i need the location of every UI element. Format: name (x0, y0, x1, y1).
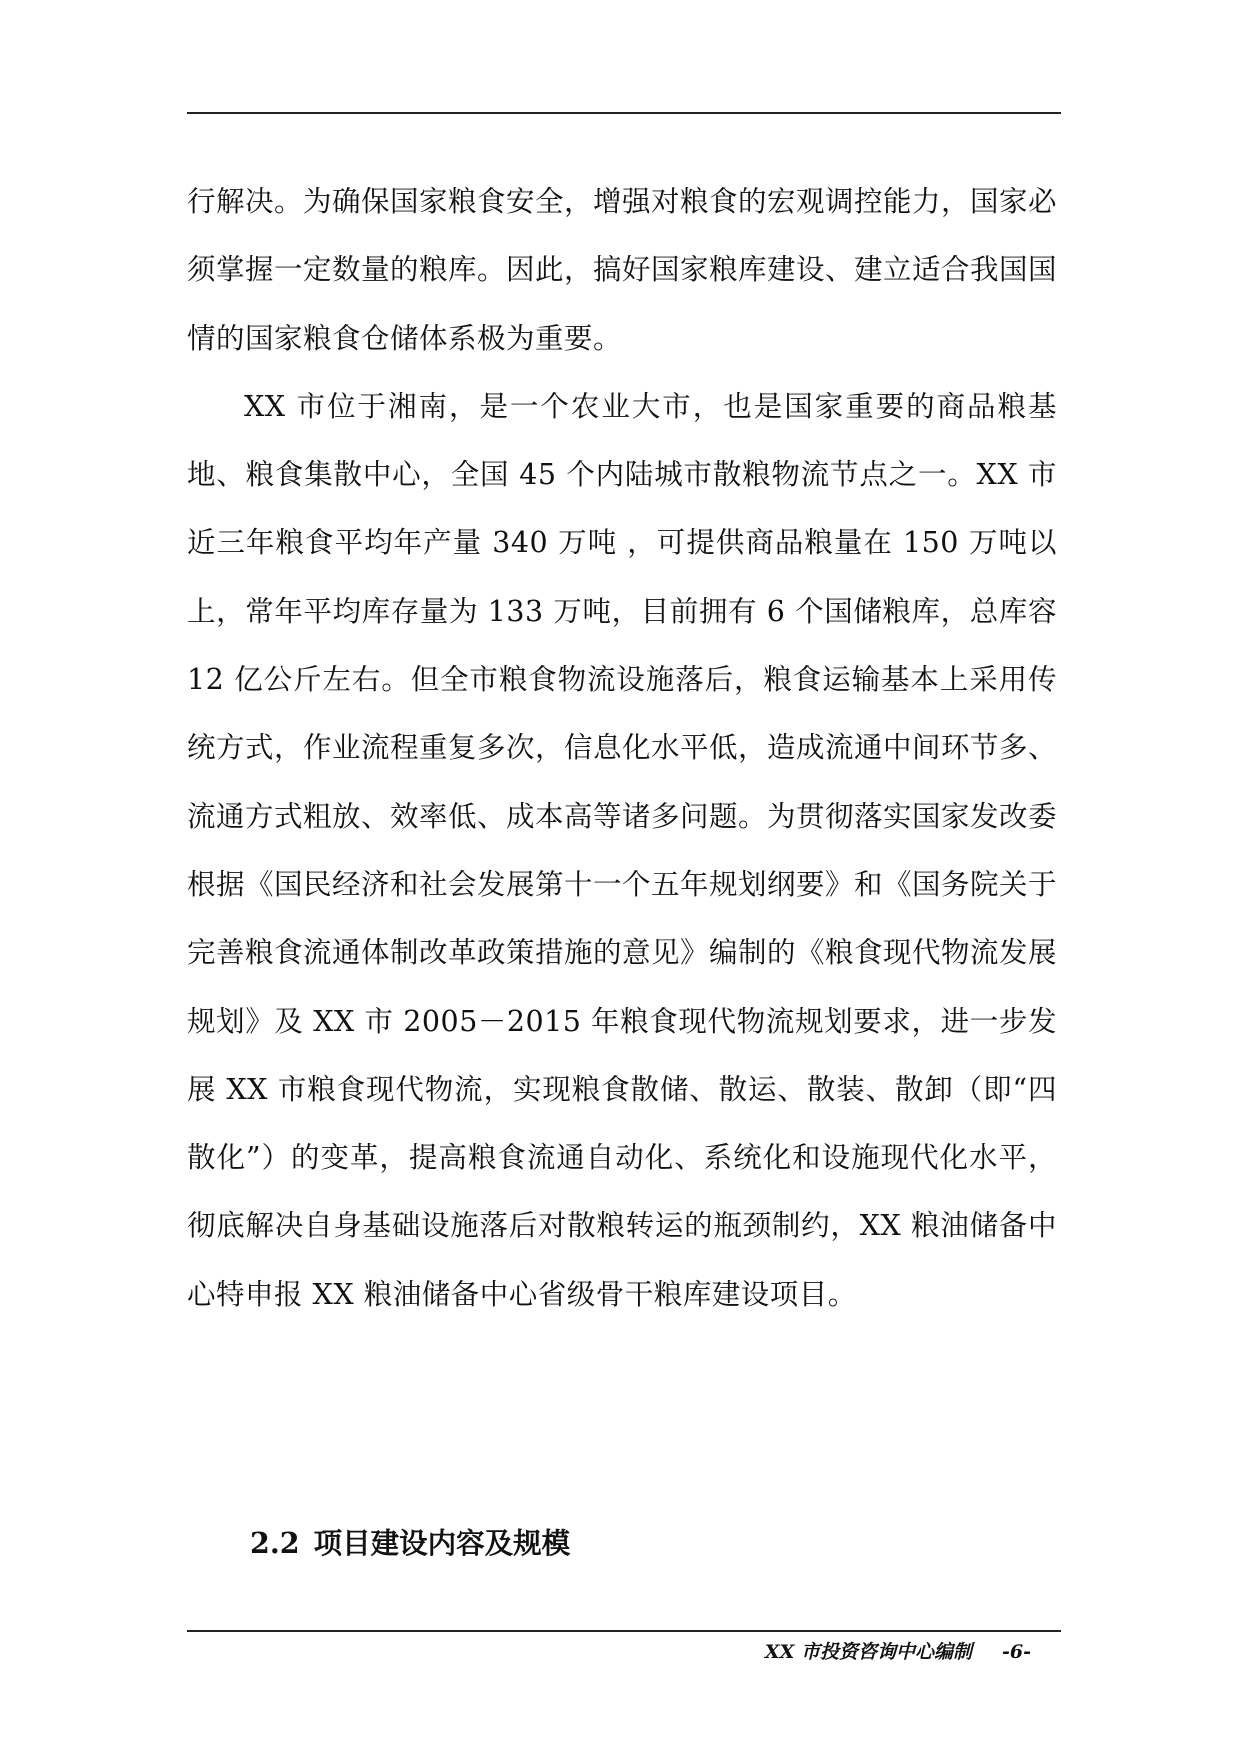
paragraph-xx-city: XX 市位于湘南，是一个农业大市，也是国家重要的商品粮基地、粮食集散中心，全国 45 个内陆城市散粮物流节点之一。XX 市近三年粮食平均年产量 340 万吨 ，可提供商品粮量在 150 万吨以上，常年平均库存量为 133 万吨，目前拥有 6 个国储粮库，总库容 12 亿公斤左右。但全市粮食物流设施落后，粮食运输基本上采用传统方式，作业流程重复多次，信息化水平低，造成流通中间环节多、流通方式粗放、效率低、成本高等诸多问题。为贯彻落实国家发改委根据《国民经济和社会发展第十一个五年规划纲要》和《国务院关于完善粮食流通体制改革政策措施的意见》编制的《粮食现代物流发展规划》及 XX 市 2005－2015 年粮食现代物流规划要求，进一步发展 XX 市粮食现代物流，实现粮食散储、散运、散装、散卸（即“四散化”）的变革，提高粮食流通自动化、系统化和设施现代化水平，彻底解决自身基础设施落后对散粮转运的瓶颈制约，XX 粮油储备中心特申报 XX 粮油储备中心省级骨干粮库建设项目。 (187, 389, 1058, 1311)
body-text (187, 168, 1057, 1329)
footer-rule (187, 1630, 1061, 1632)
section-heading (250, 1518, 570, 1568)
header-rule (187, 112, 1061, 114)
paragraph-continued: 行解决。为确保国家粮食安全，增强对粮食的宏观调控能力，国家必须掌握一定数量的粮库。因此，搞好国家粮库建设、建立适合我国国情的国家粮食仓储体系极为重要。 (187, 185, 1058, 355)
footer-publisher: XX 市投资咨询中心编制 (764, 1641, 972, 1663)
section-title: 项目建设内容及规模 (313, 1526, 571, 1560)
footer (765, 1637, 1031, 1667)
section-number: 2.2 (250, 1526, 300, 1560)
page-number: -6- (1002, 1641, 1031, 1663)
